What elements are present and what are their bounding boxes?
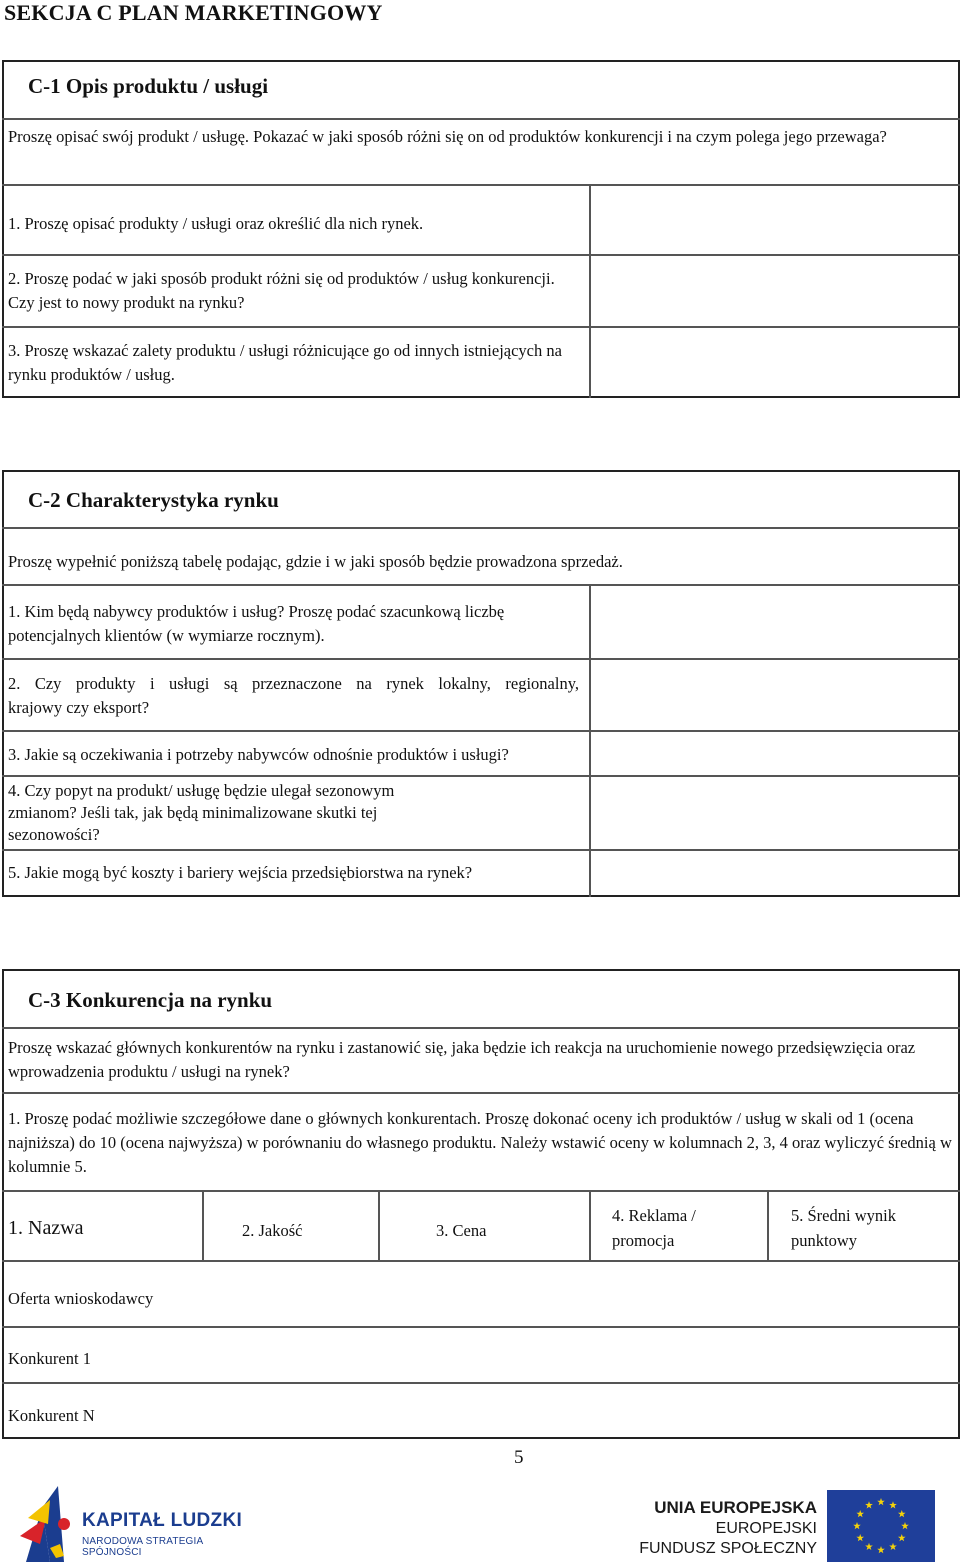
eu-logo-line-2: EUROPEJSKI <box>715 1520 817 1537</box>
c1-title: C-1 Opis produktu / usługi <box>28 74 269 98</box>
divider <box>2 1260 960 1262</box>
table-header-average-score: 5. Średni wynik punktowy <box>791 1206 896 1250</box>
eu-flag-icon <box>827 1490 935 1562</box>
divider <box>589 184 591 398</box>
c2-intro: Proszę wypełnić poniższą tabelę podając, gdzie i w jaki sposób będzie prowadzona sprzedaż. <box>8 552 623 571</box>
c2-question-3: 3. Jakie są oczekiwania i potrzeby nabywców odnośnie produktów i usługi? <box>8 745 509 764</box>
c3-question-1: 1. Proszę podać możliwie szczegółowe dane o głównych konkurentach. Proszę dokonać oceny ich produktów / usług w skali od 1 (ocena najniższa) do 10 (ocena najwyższa) w porównaniu do własnego produktu. Należy wstawić oceny w kolumnach 2, 3, 4 oraz wyliczyć średnią w kolumnie 5. <box>8 1109 952 1176</box>
eu-logo <box>639 1490 945 1562</box>
c2-question-1: 1. Kim będą nabywcy produktów i usług? Proszę podać szacunkową liczbę potencjalnych klientów (w wymiarze rocznym). <box>8 602 505 645</box>
kapital-ludzki-subtitle: NARODOWA STRATEGIA SPÓJNOŚCI <box>82 1536 203 1558</box>
c2-question-4: 4. Czy popyt na produkt/ usługę będzie ulegał sezonowym zmianom? Jeśli tak, jak będą minimalizowane skutki tej sezonowości? <box>8 781 395 844</box>
kapital-ludzki-logo <box>20 1478 260 1562</box>
c2-title: C-2 Charakterystyka rynku <box>28 488 279 512</box>
c3-intro: Proszę wskazać głównych konkurentów na rynku i zastanowić się, jaka będzie ich reakcja na uruchomienie nowego przedsięwzięcia oraz wprowadzenia produktu / usługi na rynek? <box>8 1038 916 1081</box>
divider <box>2 184 960 186</box>
c1-intro: Proszę opisać swój produkt / usługę. Pokazać w jaki sposób różni się on od produktów konkurencji i na czym polega jego przewaga? <box>8 127 887 146</box>
divider <box>2 730 960 732</box>
c2-question-5: 5. Jakie mogą być koszty i bariery wejścia przedsiębiorstwa na rynek? <box>8 863 473 882</box>
page-number: 5 <box>514 1447 524 1468</box>
divider <box>2 1382 960 1384</box>
divider <box>2 658 960 660</box>
table-header-advertising: 4. Reklama / promocja <box>612 1206 696 1250</box>
table-header-price: 3. Cena <box>436 1221 487 1240</box>
divider <box>2 1190 960 1192</box>
kapital-ludzki-title: KAPITAŁ LUDZKI <box>82 1510 243 1531</box>
divider <box>2 1027 960 1029</box>
divider <box>2 118 960 120</box>
page-heading: SEKCJA C PLAN MARKETINGOWY <box>4 0 383 25</box>
divider <box>589 1190 591 1260</box>
table-row-competitor-1: Konkurent 1 <box>8 1349 91 1368</box>
divider <box>2 527 960 529</box>
table-row-applicant: Oferta wnioskodawcy <box>8 1289 154 1308</box>
table-header-name: 1. Nazwa <box>8 1217 84 1239</box>
divider <box>767 1190 769 1260</box>
divider <box>2 775 960 777</box>
table-header-quality: 2. Jakość <box>242 1221 303 1240</box>
eu-logo-line-1: UNIA EUROPEJSKA <box>654 1498 817 1517</box>
c1-question-2: 2. Proszę podać w jaki sposób produkt różni się od produktów / usług konkurencji. Czy jest to nowy produkt na rynku? <box>8 269 555 312</box>
divider <box>2 584 960 586</box>
c2-question-2-line-1: 2. Czy produkty i usługi są przeznaczone na rynek lokalny, regionalny, <box>8 674 579 693</box>
c2-question-2-line-2: krajowy czy eksport? <box>8 698 150 717</box>
c3-title: C-3 Konkurencja na rynku <box>28 988 273 1012</box>
divider <box>2 254 960 256</box>
divider <box>2 1092 960 1094</box>
divider <box>2 1326 960 1328</box>
kapital-ludzki-emblem-icon <box>20 1478 80 1562</box>
divider <box>202 1190 204 1260</box>
eu-logo-line-3: FUNDUSZ SPOŁECZNY <box>639 1540 817 1557</box>
table-row-competitor-n: Konkurent N <box>8 1406 95 1425</box>
divider <box>378 1190 380 1260</box>
c1-question-3: 3. Proszę wskazać zalety produktu / usługi różnicujące go od innych istniejących na rynku produktów / usług. <box>8 341 562 384</box>
divider <box>2 849 960 851</box>
c1-question-1: 1. Proszę opisać produkty / usługi oraz określić dla nich rynek. <box>8 214 424 233</box>
divider <box>2 326 960 328</box>
